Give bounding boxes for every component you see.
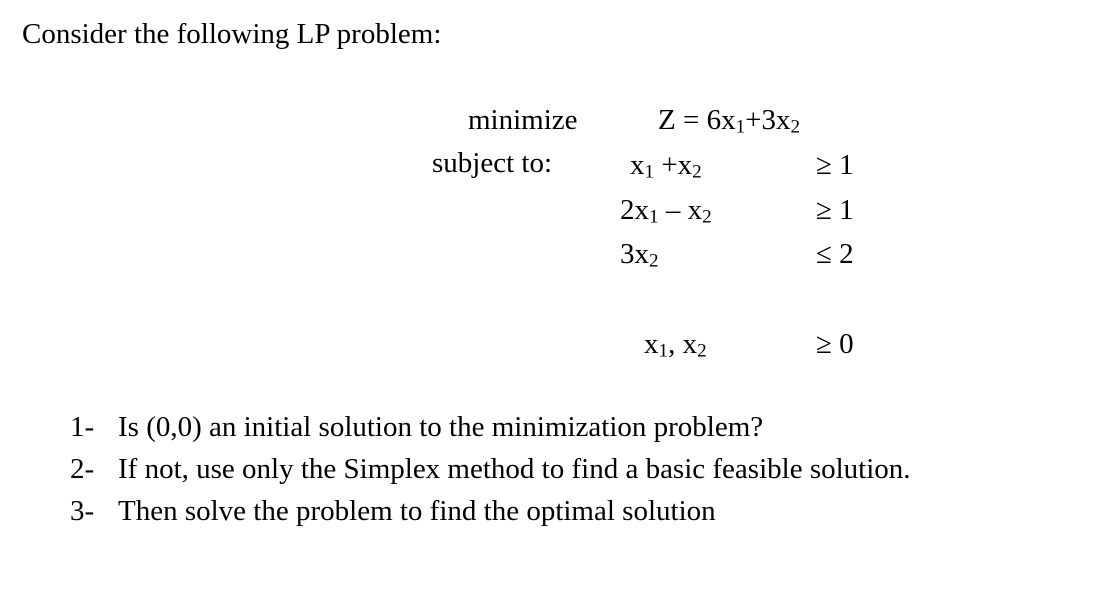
- constraint-1-expression: [630, 149, 702, 183]
- constraint-3-relation: ≤ 2: [816, 238, 854, 270]
- question-text: Then solve the problem to find the optimal solution: [118, 495, 716, 527]
- constraint-2-term-b: – x: [658, 194, 703, 226]
- constraint-2-relation: ≥ 1: [816, 194, 854, 226]
- question-item: [70, 452, 911, 494]
- constraint-1-term-b-subscript: 2: [692, 161, 702, 183]
- nonneg-var-2: , x: [668, 328, 698, 360]
- objective-term-2-subscript: 2: [790, 116, 801, 138]
- constraint-1-relation: ≥ 1: [816, 149, 854, 181]
- question-number: 1-: [70, 411, 95, 443]
- objective-equals: =: [675, 104, 707, 136]
- objective-function: [658, 104, 801, 138]
- question-list: [70, 410, 911, 536]
- question-number: 2-: [70, 453, 95, 485]
- objective-term-2: 3x: [761, 104, 791, 136]
- question-text: Is (0,0) an initial solution to the minimization problem?: [118, 411, 764, 443]
- nonnegativity-relation: ≥ 0: [816, 328, 854, 360]
- objective-lhs: Z: [658, 104, 676, 136]
- nonneg-var-1: x: [644, 328, 659, 360]
- question-number: 3-: [70, 495, 95, 527]
- problem-intro: Consider the following LP problem:: [22, 18, 442, 50]
- objective-plus: +: [745, 104, 762, 136]
- nonneg-var-1-subscript: 1: [658, 340, 669, 362]
- nonneg-var-2-subscript: 2: [697, 340, 707, 362]
- question-text: If not, use only the Simplex method to find a basic feasible solution.: [118, 453, 911, 485]
- question-item: [70, 410, 911, 452]
- constraint-2-term-a: 2x: [620, 194, 649, 226]
- subject-to-label: subject to:: [432, 147, 553, 179]
- constraint-3-expression: [620, 238, 659, 272]
- constraint-3-term-a: 3x: [620, 238, 649, 270]
- constraint-2-term-b-subscript: 2: [702, 206, 712, 228]
- nonnegativity-variables: [644, 328, 707, 362]
- constraint-3-term-a-subscript: 2: [649, 250, 659, 272]
- constraint-1-term-a: x: [630, 149, 645, 181]
- objective-term-1-subscript: 1: [735, 116, 746, 138]
- constraint-2-term-a-subscript: 1: [649, 206, 659, 228]
- constraint-1-term-a-subscript: 1: [644, 161, 655, 183]
- question-item: [70, 494, 911, 536]
- constraint-1-term-b: +x: [654, 149, 693, 181]
- minimize-label: minimize: [468, 104, 578, 136]
- objective-term-1: 6x: [706, 104, 736, 136]
- constraint-2-expression: [620, 194, 712, 228]
